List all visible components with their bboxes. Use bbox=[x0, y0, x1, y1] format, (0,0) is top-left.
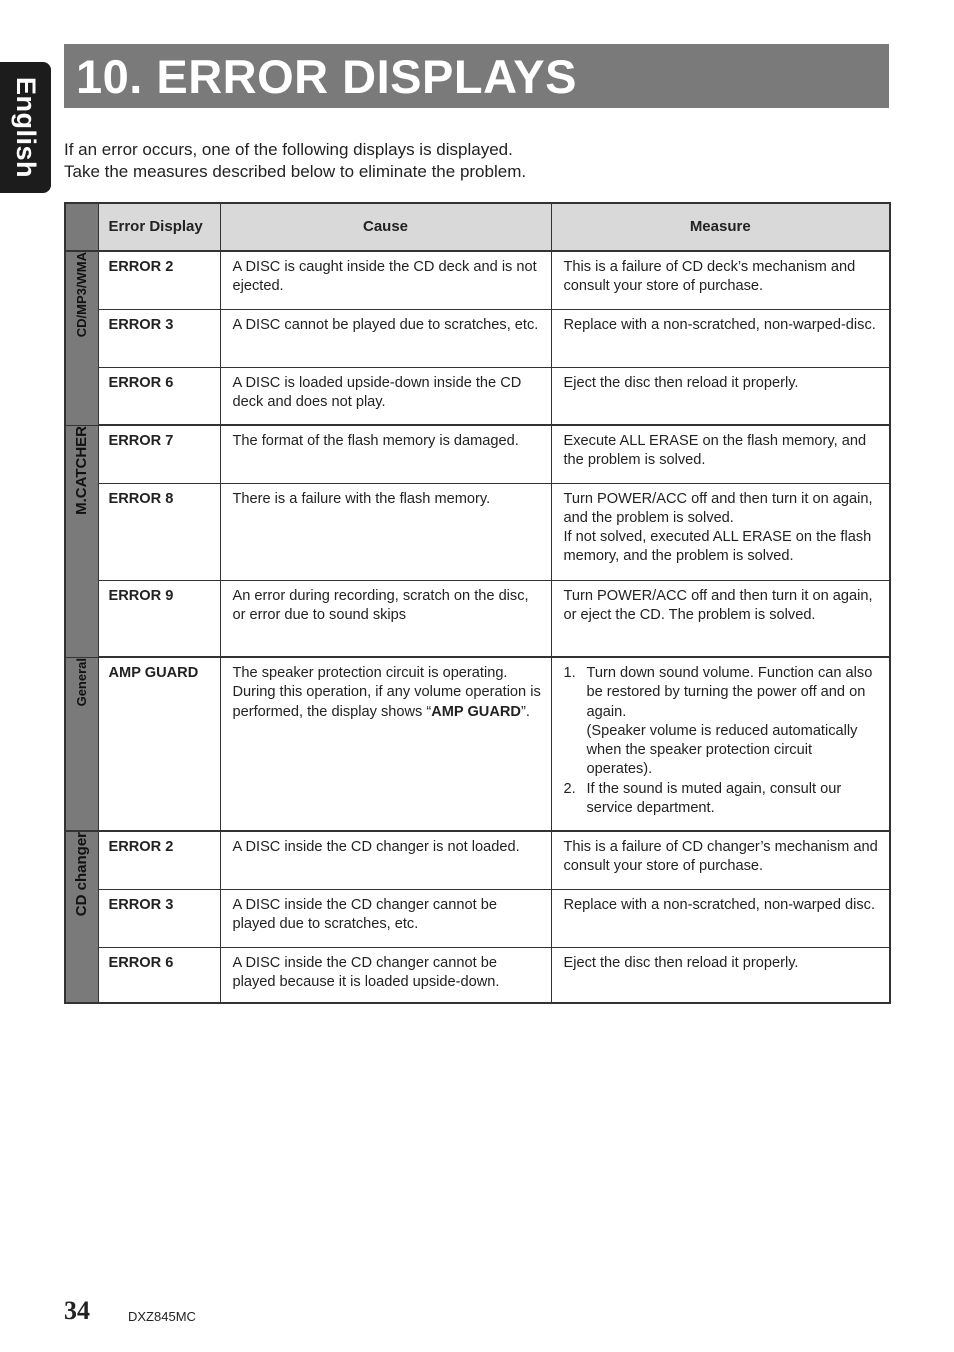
error-code: ERROR 2 bbox=[98, 831, 220, 889]
group-label-general bbox=[65, 657, 98, 831]
group-label-cd-changer bbox=[65, 831, 98, 1003]
cause-cell: The format of the flash memory is damaged. bbox=[220, 425, 551, 483]
cause-cell: A DISC inside the CD changer is not loaded. bbox=[220, 831, 551, 889]
table-row bbox=[65, 309, 890, 367]
table-row bbox=[65, 367, 890, 425]
measure-steps bbox=[564, 664, 882, 818]
measure-cell: Eject the disc then reload it properly. bbox=[551, 367, 890, 425]
group-label-m-catcher bbox=[65, 425, 98, 657]
measure-cell: Replace with a non-scratched, non-warped disc. bbox=[551, 889, 890, 947]
cause-cell: A DISC cannot be played due to scratches, etc. bbox=[220, 309, 551, 367]
table-row bbox=[65, 657, 890, 831]
step-note: (Speaker volume is reduced automatically when the speaker protection circuit operates). bbox=[586, 722, 858, 778]
table-row bbox=[65, 425, 890, 483]
error-code: ERROR 3 bbox=[98, 309, 220, 367]
measure-cell: This is a failure of CD deck’s mechanism and consult your store of purchase. bbox=[551, 251, 890, 309]
cause-cell: A DISC inside the CD changer cannot be played due to scratches, etc. bbox=[220, 889, 551, 947]
error-code: ERROR 2 bbox=[98, 251, 220, 309]
error-code: ERROR 6 bbox=[98, 947, 220, 1003]
measure-cell: This is a failure of CD changer’s mechanism and consult your store of purchase. bbox=[551, 831, 890, 889]
list-item bbox=[564, 664, 882, 780]
error-code: AMP GUARD bbox=[98, 657, 220, 831]
measure-cell: Turn POWER/ACC off and then turn it on again, or eject the CD. The problem is solved. bbox=[551, 580, 890, 657]
header-error-display: Error Display bbox=[98, 203, 220, 251]
intro-line-1: If an error occurs, one of the following displays is displayed. bbox=[64, 140, 513, 159]
step-text: If the sound is muted again, consult our service department. bbox=[586, 780, 842, 817]
group-label-cd-mp3-wma bbox=[65, 251, 98, 425]
error-table bbox=[64, 202, 891, 1004]
step-number: 1. bbox=[563, 665, 576, 681]
table-row bbox=[65, 831, 890, 889]
header-group-cell bbox=[65, 203, 98, 251]
error-code: ERROR 9 bbox=[98, 580, 220, 657]
measure-line: If not solved, executed ALL ERASE on the flash memory, and the problem is solved. bbox=[563, 529, 872, 565]
cause-cell: An error during recording, scratch on the disc, or error due to sound skips bbox=[220, 580, 551, 657]
cause-cell: A DISC inside the CD changer cannot be played because it is loaded upside-down. bbox=[220, 947, 551, 1003]
cause-text: The speaker protection circuit is operating. During this operation, if any volume operation is performed, the display shows “ bbox=[232, 665, 541, 720]
measure-cell bbox=[551, 483, 890, 580]
group-label-text: CD/MP3/WMA bbox=[74, 252, 90, 338]
measure-cell bbox=[551, 657, 890, 831]
list-item bbox=[564, 780, 882, 819]
page-number: 34 bbox=[64, 1296, 90, 1325]
error-code: ERROR 6 bbox=[98, 367, 220, 425]
group-label-text: General bbox=[74, 657, 90, 706]
step-body bbox=[587, 664, 882, 780]
cause-cell: A DISC is loaded upside-down inside the CD deck and does not play. bbox=[220, 367, 551, 425]
cause-cell: There is a failure with the flash memory. bbox=[220, 483, 551, 580]
table-row bbox=[65, 483, 890, 580]
language-tab-label: English bbox=[11, 76, 42, 179]
table-row bbox=[65, 889, 890, 947]
table-header-row bbox=[65, 203, 890, 251]
table-row bbox=[65, 947, 890, 1003]
group-label-text: M.CATCHER bbox=[73, 425, 91, 515]
step-number: 2. bbox=[563, 780, 576, 797]
error-code: ERROR 8 bbox=[98, 483, 220, 580]
measure-cell: Replace with a non-scratched, non-warped-disc. bbox=[551, 309, 890, 367]
error-code: ERROR 3 bbox=[98, 889, 220, 947]
cause-cell bbox=[220, 657, 551, 831]
intro-line-2: Take the measures described below to eliminate the problem. bbox=[64, 162, 527, 181]
cause-text-end: ”. bbox=[520, 703, 530, 720]
measure-cell: Eject the disc then reload it properly. bbox=[551, 947, 890, 1003]
header-cause: Cause bbox=[220, 203, 551, 251]
intro-text bbox=[64, 139, 526, 183]
table-row bbox=[65, 580, 890, 657]
cause-bold-text: AMP GUARD bbox=[431, 703, 521, 720]
measure-line: Turn POWER/ACC off and then turn it on again, and the problem is solved. bbox=[563, 490, 873, 526]
group-label-text: CD changer bbox=[73, 832, 91, 917]
model-number: DXZ845MC bbox=[128, 1309, 196, 1324]
table-row bbox=[65, 251, 890, 309]
cause-cell: A DISC is caught inside the CD deck and is not ejected. bbox=[220, 251, 551, 309]
measure-cell: Execute ALL ERASE on the flash memory, and the problem is solved. bbox=[551, 425, 890, 483]
page-title: 10. ERROR DISPLAYS bbox=[76, 49, 577, 103]
section-title-bar bbox=[64, 44, 889, 108]
language-tab bbox=[0, 62, 51, 193]
header-measure: Measure bbox=[551, 203, 890, 251]
step-text: Turn down sound volume. Function can also be restored by turning the power off and on again. bbox=[586, 665, 873, 720]
error-code: ERROR 7 bbox=[98, 425, 220, 483]
